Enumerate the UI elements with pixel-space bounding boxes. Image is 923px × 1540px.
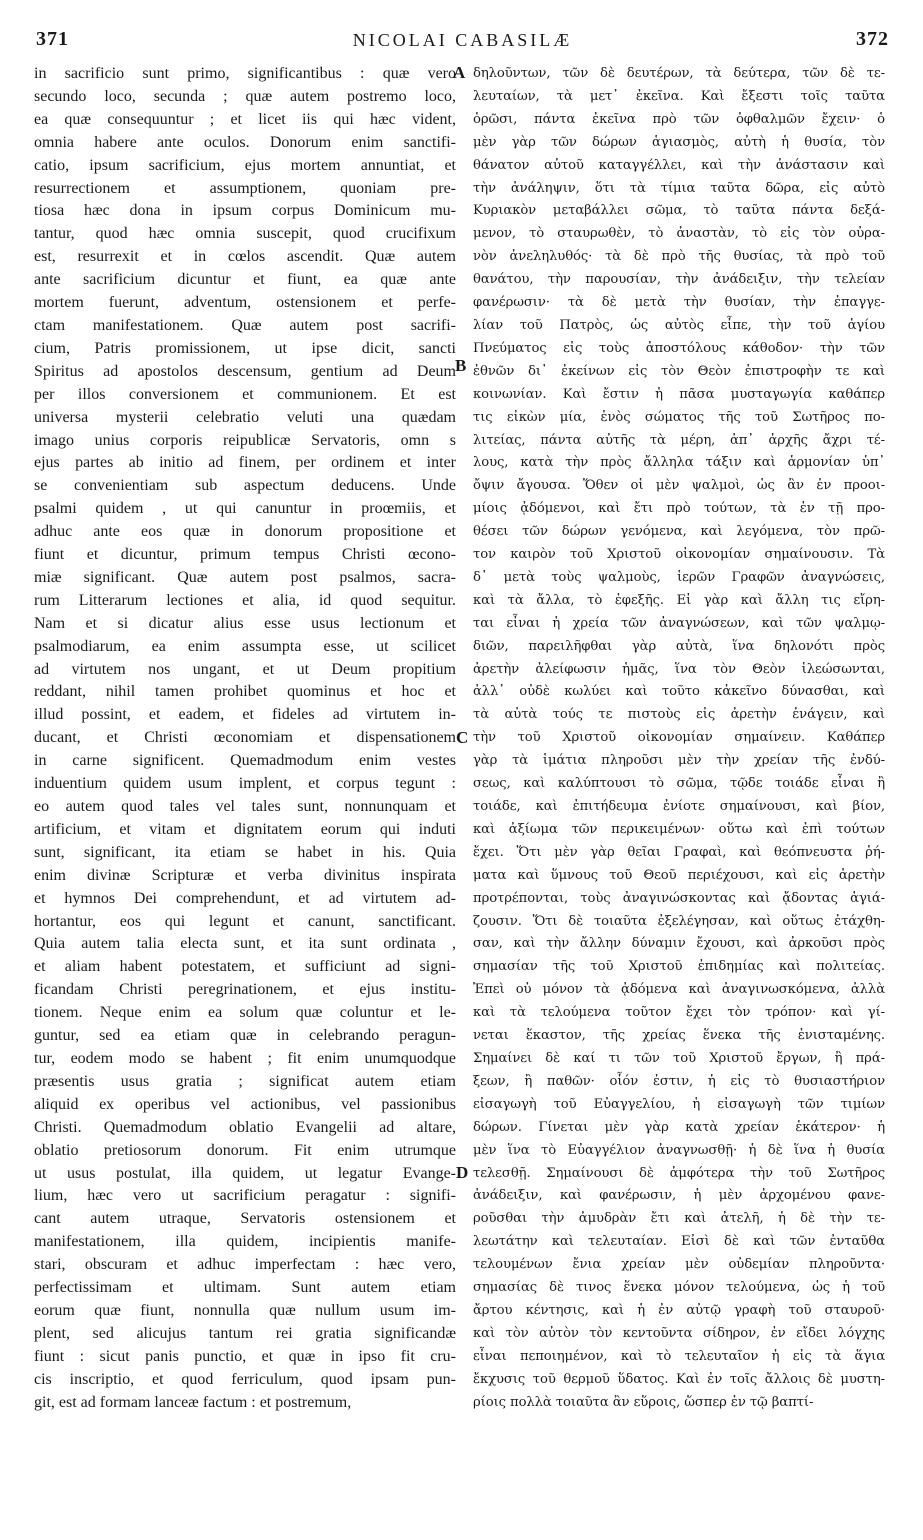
text-line: θάνατον αὐτοῦ καταγγέλλει, καὶ τὴν ἀνάστασιν καὶ bbox=[473, 157, 885, 173]
text-line: miæ significant. Quæ autem post psalmos, sacra- bbox=[34, 568, 456, 586]
text-line: manifestationem, illa quidem, incipientis manife- bbox=[34, 1233, 456, 1251]
text-line: fiunt : sicut panis punctio, et quæ in ipso fit cru- bbox=[34, 1347, 456, 1365]
text-line: tionem. Neque enim ea solum quæ coluntur et le- bbox=[34, 1004, 456, 1022]
text-line: Nam et si dicatur alius esse usus lectionum et bbox=[34, 614, 456, 632]
text-line: tur, eodem modo se habent ; fit enim unumquodque bbox=[34, 1049, 456, 1067]
text-line: imago unius corporis reipublicæ Servatoris, omn s bbox=[34, 431, 456, 449]
text-line: ducant, et Christi œconomiam et dispensationem bbox=[34, 729, 456, 747]
text-line: φανέρωσιν· τὰ δὲ μετὰ τὴν θυσίαν, τὴν ἐπαγγε- bbox=[473, 295, 885, 311]
running-header bbox=[36, 28, 889, 58]
text-line: eo autem quod tales vel tales sunt, nonnunquam et bbox=[34, 798, 456, 815]
text-line: et hymnos Dei comprehendunt, et ad virtutem ad- bbox=[34, 889, 456, 907]
text-line: universa mysterii celebratio veluti una quædam bbox=[34, 408, 456, 426]
text-line: tiosa hæc dona in ipsum corpus Dominicum mu- bbox=[34, 202, 456, 220]
text-line: ad virtutem nos ungant, et ut Deum propitium bbox=[34, 660, 456, 678]
latin-column bbox=[34, 63, 456, 1414]
text-line: se convenientiam sub aspectum deducens. Unde bbox=[34, 477, 456, 495]
text-line: adhuc ante eos quæ in donorum propositione et bbox=[34, 523, 456, 541]
text-line: Spiritus ad apostolos descensum, gentium ad Deum bbox=[34, 362, 456, 380]
text-line: τὴν τοῦ Χριστοῦ οἰκονομίαν σημαίνειν. Καθάπερ bbox=[473, 730, 885, 746]
text-line: τελεσθῇ. Σημαίνουσι δὲ ἀμφότερα τὴν τοῦ Σωτῆρος bbox=[473, 1165, 885, 1181]
running-title: NICOLAI CABASILÆ bbox=[352, 30, 573, 50]
text-line: cant autem utraque, Servatoris ostensionem et bbox=[34, 1210, 456, 1228]
text-line: illud possint, et eadem, et fideles ad virtutem in- bbox=[34, 706, 456, 724]
text-line: præsentis usus gratia ; significat autem etiam bbox=[34, 1072, 456, 1090]
text-line: plent, sed alicujus tantum rei gratia significandæ bbox=[34, 1324, 456, 1342]
text-line: ξεων, ἢ παθῶν· οἷόν ἐστιν, ἡ εἰς τὸ θυσιαστήριον bbox=[473, 1073, 885, 1089]
text-line: τον καιρὸν τοῦ Χριστοῦ οἰκονομίαν σημαίνουσιν. Τὰ bbox=[473, 547, 885, 563]
section-marker-b: B bbox=[455, 356, 467, 375]
text-line: σημασίας δὲ τινος ἕνεκα μόνον τελούμενα, ὡς ἡ τοῦ bbox=[473, 1280, 885, 1296]
text-line: τελουμένων ἔνια χρείαν μὲν οὐδεμίαν πληροῦντα· bbox=[473, 1257, 885, 1273]
text-line: git, est ad formam lanceæ factum : et postremum, bbox=[34, 1393, 352, 1411]
text-line: secundo loco, secunda ; quæ autem postremo loco, bbox=[34, 87, 456, 105]
text-line: εἰσαγωγὴ τοῦ Εὐαγγελίου, ἡ εἰσαγωγὴ τῶν τιμίων bbox=[473, 1096, 885, 1112]
text-line: δηλοῦντων, τῶν δὲ δευτέρων, τὰ δεύτερα, τῶν δὲ τε- bbox=[473, 66, 885, 81]
text-line: λιτείας, πάντα αὐτῆς τὰ μέρη, ἀπ᾽ ἀρχῆς ἄχρι τέ- bbox=[473, 432, 885, 448]
text-line: eorum quæ fiunt, nonnulla quæ nullum usum im- bbox=[34, 1301, 456, 1319]
text-line: σεως, καὶ καλύπτουσι τὸ σῶμα, τῷδε τοιάδε εἶναι ἢ bbox=[473, 776, 885, 792]
text-line: aliquid ex operibus vel actionibus, vel passionibus bbox=[34, 1095, 456, 1113]
text-line: guntur, sed ea etiam quæ in celebrando peragun- bbox=[34, 1027, 456, 1045]
text-line: artificium, et vitam et dignitatem eorum qui induti bbox=[34, 820, 456, 838]
text-line: ficandam Christi peregrinationem, et ejus institu- bbox=[34, 981, 456, 999]
text-line: ἀλλ᾽ οὐδὲ κωλύει καὶ τοῦτο κἀκεῖνο δύνασθαι, καὶ bbox=[473, 684, 885, 700]
text-line: oblatio pretiosorum donorum. Fit enim utrumque bbox=[34, 1141, 456, 1159]
page-number-left: 371 bbox=[36, 28, 69, 50]
text-line: ἔχει. Ὅτι μὲν γὰρ θεῖαι Γραφαὶ, καὶ θεόπνευστα ῥή- bbox=[473, 844, 885, 860]
text-line: tantur, quod hæc omnia suscepit, quod crucifixum bbox=[34, 225, 456, 243]
section-marker-d: D bbox=[456, 1163, 469, 1182]
text-line: rum Litterarum lectiones et alia, id quod sequitur. bbox=[34, 591, 456, 609]
text-line: Σημαίνει δὲ καί τι τῶν τοῦ Χριστοῦ ἔργων, ἢ πρά- bbox=[473, 1050, 885, 1066]
text-line: ματα καὶ ὕμνους τοῦ Θεοῦ περιέχουσι, καὶ εἰς ἀρετὴν bbox=[473, 867, 885, 883]
text-line: κοινωνίαν. Καὶ ἔστιν ἡ πᾶσα μυσταγωγία καθάπερ bbox=[473, 386, 885, 402]
text-line: induentium quidem usum implent, et corpus tegunt : bbox=[34, 775, 456, 793]
text-line: καὶ τὰ ἄλλα, τὸ ἐφεξῆς. Εἰ γὰρ καὶ ἄλλη τις εἴρη- bbox=[473, 592, 885, 608]
text-line: cium, Patris promissionem, ut ipse dicit, sancti bbox=[34, 339, 456, 357]
text-line: μὲν γὰρ τῶν δώρων ἁγιασμὸς, αὐτὴ ἡ θυσία, τὸν bbox=[473, 134, 885, 150]
text-line: Κυριακὸν μεταβάλλει σῶμα, τὸ ταῦτα πάντα δεξά- bbox=[473, 203, 885, 219]
text-line: θέσει τῶν δώρων γενόμενα, καὶ λεγόμενα, τὸν πρῶ- bbox=[473, 524, 885, 540]
text-line: ζουσιν. Ὅτι δὲ τοιαῦτα ἐξελέγησαν, καὶ οὕτως ἐτάχθη- bbox=[473, 913, 885, 929]
text-line: ἀρετὴν ἀλείφωσιν ἡμᾶς, ἵνα τὸν Θεὸν ἱλεώσωνται, bbox=[473, 661, 885, 677]
text-line: ante sacrificium dicuntur et fiunt, ea quæ ante bbox=[34, 271, 456, 289]
text-line: omnia habere ante oculos. Donorum enim sanctifi- bbox=[34, 133, 456, 151]
text-line: ejus partes ab initio ad finem, per ordinem et inter bbox=[34, 454, 456, 472]
text-line: perfectissimam et ultimam. Sunt autem etiam bbox=[34, 1279, 456, 1297]
text-line: καὶ τὸν αὐτὸν τὸν κεντοῦντα σίδηρον, ἐν εἴδει λόγχης bbox=[473, 1325, 885, 1341]
text-line: ὁρῶσι, πάντα ἐκεῖνα πρὸ τῶν ὀφθαλμῶν ἔχειν· ὁ bbox=[473, 111, 885, 127]
text-line: ut usus postulat, illa quidem, ut legatur Evange- bbox=[34, 1164, 456, 1182]
text-line: ται εἶναι ἡ χρεία τῶν ἀναγνώσεων, καὶ τῶν ψαλμῳ- bbox=[473, 615, 885, 631]
text-line: νὸν ἀνεληλυθός· τὰ δὲ πρὸ τῆς θυσίας, τὰ πρὸ τοῦ bbox=[473, 249, 885, 265]
text-line: psalmi quidem , ut qui canuntur in proœmiis, et bbox=[34, 500, 456, 518]
text-line: stari, obscuram et adhuc imperfectam : hæc vero, bbox=[34, 1256, 456, 1274]
text-line: ρίοις πολλὰ τοιαῦτα ἂν εὕροις, ὥσπερ ἐν τῷ βαπτί- bbox=[473, 1394, 814, 1410]
text-line: cis inscriptio, et quod ferriculum, quod ipsam pun- bbox=[34, 1370, 456, 1388]
text-line: τοιάδε, καὶ ἐπιτήδευμα ἐνίοτε σημαίνουσι, καὶ βίον, bbox=[473, 799, 885, 814]
text-line: νεται ἕκαστον, τῆς χρείας ἕνεκα τῆς ἐνισταμένης. bbox=[473, 1028, 885, 1044]
text-line: σημασίαν τῆς τοῦ Χριστοῦ ἐπιδημίας καὶ πολιτείας. bbox=[473, 959, 885, 975]
text-line: ἄρτου κέντησις, καὶ ἡ ἐν αὐτῷ γραφὴ τοῦ σταυροῦ· bbox=[473, 1302, 885, 1318]
greek-column bbox=[473, 63, 885, 1414]
text-line: ὄψιν ἄγουσα. Ὅθεν οἱ μὲν ψαλμοὶ, ὡς ἂν ἐν προοι- bbox=[473, 478, 885, 494]
text-line: λεωτάτην καὶ τελευταίαν. Εἰσὶ δὲ καὶ τῶν ἐνταῦθα bbox=[473, 1234, 885, 1250]
text-line: λευταίων, τὰ μετ᾽ ἐκεῖνα. Καὶ ἔξεστι τοῖς ταῦτα bbox=[473, 88, 885, 104]
text-line: σαν, καὶ τὴν ἄλλην δύναμιν ἔχουσι, καὶ ἀρκοῦσι πρὸς bbox=[473, 936, 885, 952]
text-line: lium, hæc vero ut sacrificium peragatur : signifi- bbox=[34, 1187, 456, 1205]
text-line: sunt, significant, ita etiam se habet in his. Quia bbox=[34, 843, 456, 861]
text-line: ea quæ consequuntur ; et licet iis qui hæc vident, bbox=[34, 110, 456, 128]
text-line: per illos conversionem et communionem. Et est bbox=[34, 385, 456, 403]
text-line: τὰ αὐτὰ τούς τε πιστοὺς εἰς ἀρετὴν ἐνάγειν, καὶ bbox=[473, 707, 885, 723]
text-line: resurrectionem et assumptionem, quoniam pre- bbox=[34, 179, 456, 197]
text-line: καὶ τὰ τελούμενα τοῦτον ἔχει τὸν τρόπον· καὶ γί- bbox=[473, 1005, 885, 1021]
text-line: enim divinæ Scripturæ et verba divinitus inspirata bbox=[34, 866, 456, 884]
text-line: reddant, nihil tamen prohibet quominus et hoc et bbox=[34, 683, 456, 701]
text-line: θανάτου, τὴν παρουσίαν, τὴν ἀνάδειξιν, τὴν τελείαν bbox=[473, 272, 885, 288]
text-line: et aliam habent potestatem, et sufficiunt ad signi- bbox=[34, 958, 456, 976]
text-line: Quia autem talia electa sunt, et ita sunt ordinata , bbox=[34, 935, 456, 953]
text-line: μίοις ᾀδόμενοι, καὶ ἔτι πρὸ τούτων, τὰ ἐν τῇ προ- bbox=[473, 501, 885, 517]
text-line: διῶν, παρειλῆφθαι γὰρ αὐτὰ, ἵνα δηλονότι πρὸς bbox=[473, 638, 885, 654]
text-line: ροῦσθαι τὴν ἀμυδρὰν ἔτι καὶ ἀτελῆ, ἡ δὲ τὴν τε- bbox=[473, 1211, 885, 1227]
page-number-right: 372 bbox=[856, 28, 889, 50]
text-line: εἶναι πεποιημένον, καὶ τὸ τελευταῖον ἡ εἰς τὰ ἅγια bbox=[473, 1348, 885, 1364]
text-line: ἀνάδειξιν, καὶ φανέρωσιν, ἡ μὲν ἀρχομένου φανε- bbox=[473, 1188, 885, 1204]
text-line: δώρων. Γίνεται μὲν γὰρ κατὰ χρείαν ἑκάτερον· ἡ bbox=[473, 1119, 885, 1135]
text-line: λους, κατὰ τὴν πρὸς ἄλληλα τάξιν καὶ ἁρμονίαν ὑπ᾽ bbox=[473, 455, 885, 471]
text-line: ctam manifestationem. Quæ autem post sacrifi- bbox=[34, 316, 456, 334]
section-marker-c: C bbox=[456, 728, 469, 747]
section-marker-a: A bbox=[453, 63, 466, 82]
text-line: καὶ ἀξίωμα τῶν περικειμένων· οὕτω καὶ ἐπὶ τούτων bbox=[473, 821, 885, 837]
text-line: μὲν ἵνα τὸ Εὐαγγέλιον ἀναγνωσθῇ· ἡ δὲ ἵνα ἡ θυσία bbox=[473, 1142, 885, 1158]
text-line: psalmodiarum, ea enim assumpta esse, ut scilicet bbox=[34, 637, 456, 655]
text-line: catio, ipsum sacrificium, ejus mortem annuntiat, et bbox=[34, 156, 456, 174]
text-line: ἔκχυσις τοῦ θερμοῦ ὕδατος. Καὶ ἐν τοῖς ἄλλοις δὲ μυστη- bbox=[473, 1371, 885, 1387]
text-line: in sacrificio sunt primo, significantibus : quæ vero bbox=[34, 65, 456, 82]
text-line: τὴν ἀνάληψιν, ὅτι τὰ τίμια ταῦτα δῶρα, εἰς αὐτὸ bbox=[473, 180, 885, 196]
text-line: δ᾽ μετὰ τοὺς ψαλμοὺς, ἱερῶν Γραφῶν ἀναγνώσεις, bbox=[473, 569, 885, 585]
text-line: Christi. Quemadmodum oblatio Evangelii ad altare, bbox=[34, 1118, 456, 1136]
text-line: fiunt et dicuntur, primum tempus Christi œcono- bbox=[34, 546, 456, 564]
text-line: Ἐπεὶ οὐ μόνον τὰ ᾀδόμενα καὶ ἀναγινωσκόμενα, ἀλλὰ bbox=[473, 982, 885, 998]
text-line: τις εἰκὼν μία, ἑνὸς σώματος τῆς τοῦ Σωτῆρος πο- bbox=[473, 409, 885, 425]
text-line: mortem fuerunt, adventum, ostensionem et perfe- bbox=[34, 294, 456, 312]
text-line: προτρέπονται, τοὺς ἀναγινώσκοντας καὶ ᾄδοντας ἁγιά- bbox=[473, 890, 885, 906]
text-line: hortantur, eos qui legunt et canunt, sanctificant. bbox=[34, 912, 456, 930]
text-line: γὰρ τὰ ἱμάτια πληροῦσι μὲν τὴν χρείαν τῆς ἐνδύ- bbox=[473, 753, 885, 769]
text-line: est, resurrexit et in cœlos ascendit. Quæ autem bbox=[34, 248, 456, 266]
text-line: Πνεύματος εἰς τοὺς ἀποστόλους κάθοδον· τὴν τῶν bbox=[473, 340, 885, 356]
text-line: ἐθνῶν δι᾽ ἐκείνων εἰς τὸν Θεὸν ἐπιστροφὴν τε καὶ bbox=[473, 363, 885, 379]
text-line: λίαν τοῦ Πατρὸς, ὡς αὐτὸς εἶπε, τὴν τοῦ ἁγίου bbox=[473, 317, 885, 333]
text-line: μενον, τὸ σταυρωθὲν, τὸ ἀναστὰν, τὸ εἰς τὸν οὐρα- bbox=[473, 226, 885, 242]
text-line: in carne significent. Quemadmodum enim vestes bbox=[34, 752, 456, 770]
